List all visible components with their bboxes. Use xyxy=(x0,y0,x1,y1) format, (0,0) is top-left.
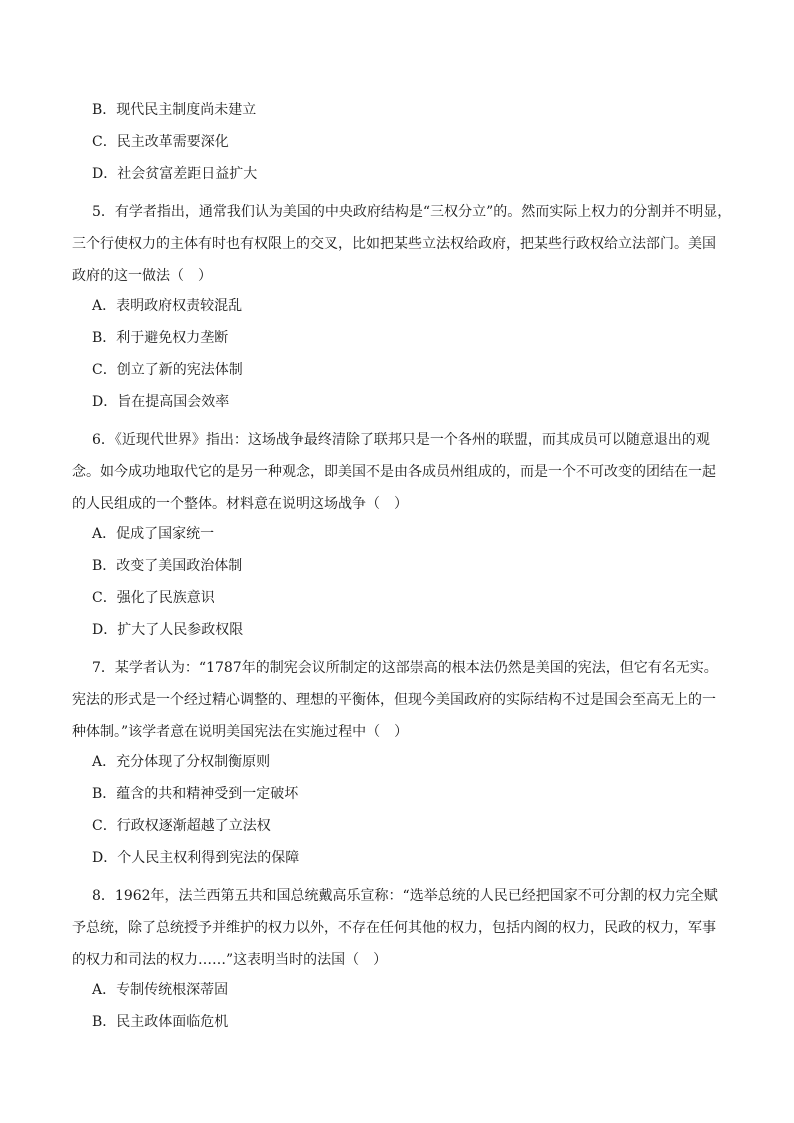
question-8-line-2: 予总统，除了总统授予并维护的权力以外，不存在任何其他的权力，包括内阁的权力，民政的权力，军事 xyxy=(72,920,716,936)
option-4d: D．社会贫富差距日益扩大 xyxy=(92,166,258,182)
question-7-line-1: 7．某学者认为：“1787年的制宪会议所制定的这部崇高的根本法仍然是美国的宪法，但它有名无实。 xyxy=(92,660,718,676)
option-7c: C．行政权逐渐超越了立法权 xyxy=(92,818,271,834)
option-8b: B．民主政体面临危机 xyxy=(92,1014,229,1030)
question-list xyxy=(72,100,732,1044)
question-6-line-1: 6．《近现代世界》指出：这场战争最终清除了联邦只是一个各州的联盟，而其成员可以随意退出的观 xyxy=(92,432,710,448)
option-5a: A．表明政府权责较混乱 xyxy=(92,298,243,314)
question-6-stem xyxy=(72,424,732,520)
option-6d: D．扩大了人民参政权限 xyxy=(92,622,244,638)
question-7-line-3: 种体制。”该学者意在说明美国宪法在实施过程中（ ） xyxy=(72,724,409,740)
question-5-line-2: 三个行使权力的主体有时也有权限上的交叉，比如把某些立法权给政府，把某些行政权给立法部门。美国 xyxy=(72,236,716,252)
option-4c: C．民主改革需要深化 xyxy=(92,134,229,150)
option-5b: B．利于避免权力垄断 xyxy=(92,330,229,346)
option-7d: D．个人民主权利得到宪法的保障 xyxy=(92,850,300,866)
question-8-stem xyxy=(72,880,732,976)
option-6a: A．促成了国家统一 xyxy=(92,526,215,542)
option-5d: D．旨在提高国会效率 xyxy=(92,394,230,410)
question-6-line-2: 念。如今成功地取代它的是另一种观念，即美国不是由各成员州组成的，而是一个不可改变的团结在一起 xyxy=(72,464,716,480)
option-5c: C．创立了新的宪法体制 xyxy=(92,362,243,378)
option-4b: B．现代民主制度尚未建立 xyxy=(92,102,257,118)
question-5-stem xyxy=(72,196,732,292)
question-6-line-3: 的人民组成的一个整体。材料意在说明这场战争（ ） xyxy=(72,496,408,512)
question-5-line-1: 5．有学者指出，通常我们认为美国的中央政府结构是“三权分立”的。然而实际上权力的分割并不明显， xyxy=(92,204,732,220)
question-7-stem xyxy=(72,652,732,748)
option-6c: C．强化了民族意识 xyxy=(92,590,215,606)
option-7a: A．充分体现了分权制衡原则 xyxy=(92,754,271,770)
question-5-line-3: 政府的这一做法（ ） xyxy=(72,268,212,284)
option-6b: B．改变了美国政治体制 xyxy=(92,558,243,574)
option-7b: B．蕴含的共和精神受到一定破坏 xyxy=(92,786,299,802)
question-7-line-2: 宪法的形式是一个经过精心调整的、理想的平衡体，但现今美国政府的实际结构不过是国会至高无上的一 xyxy=(72,692,716,708)
question-8-line-1: 8．1962年，法兰西第五共和国总统戴高乐宣称：“选举总统的人民已经把国家不可分割的权力完全赋 xyxy=(92,888,718,904)
question-8-line-3: 的权力和司法的权力……”这表明当时的法国（ ） xyxy=(72,952,388,968)
option-8a: A．专制传统根深蒂固 xyxy=(92,982,229,998)
